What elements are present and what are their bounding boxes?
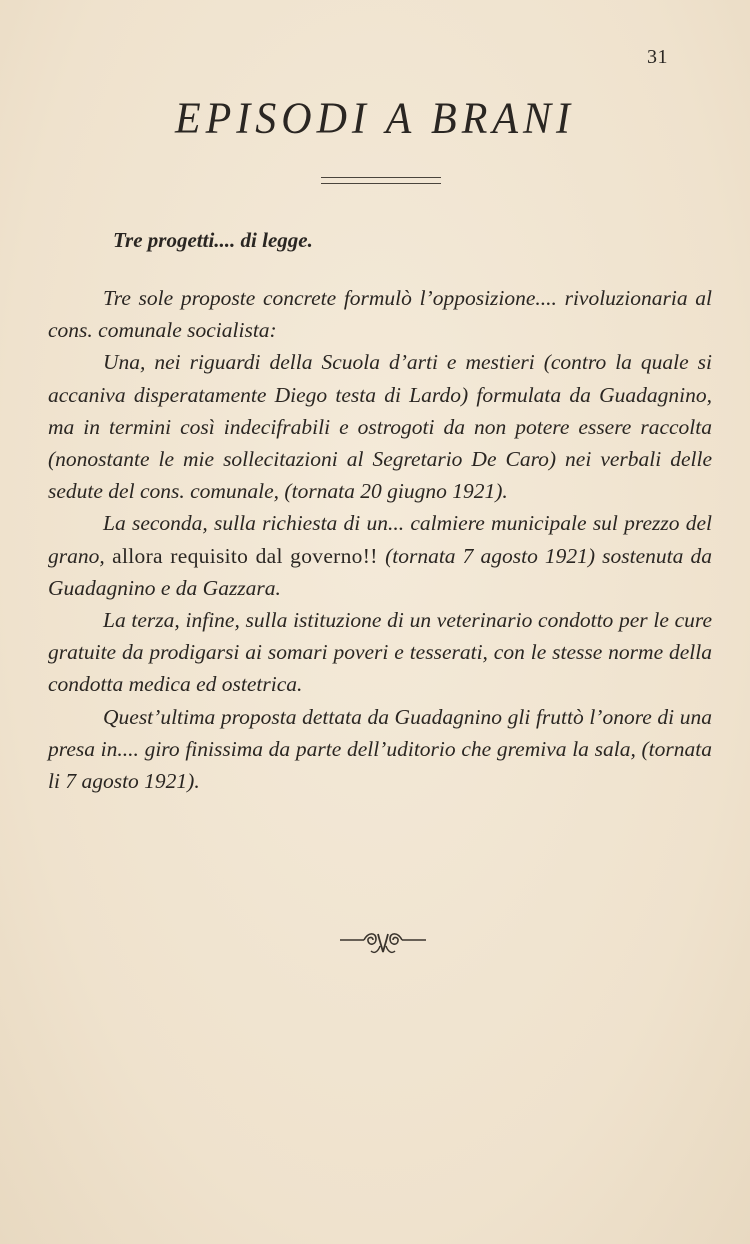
section-subtitle: Tre progetti.... di legge.	[113, 228, 313, 252]
paragraph-first-proposal: Una, nei riguardi della Scuola d’arti e mestieri (contro la quale si accaniva disperatamente Diego testa di Lardo) formulata da Guadagnino, ma in termini così indecifrabili e ostrogoti da non potere essere raccolta (nonostante le mie sollecitazioni al Segretario De Caro) nei verbali delle sedute del cons. comunale, (tornata 20 giugno 1921).	[48, 350, 712, 504]
page-number: 31	[647, 46, 668, 68]
second-proposal-part1: La seconda, sulla richiesta di un... calmiere municipale sul prezzo del grano,	[48, 511, 712, 568]
title-rule-top	[321, 177, 441, 178]
paragraph-third-proposal: La terza, infine, sulla istituzione di un veterinario condotto per le cure gratuite da prodigarsi ai somari poveri e tesserati, con le stesse norme della condotta medica ed ostetrica.	[48, 608, 712, 697]
ornament-flourish	[338, 928, 428, 958]
second-proposal-part2: allora requisito dal governo!!	[104, 543, 386, 568]
second-proposal-part3: (tornata 7 agosto 1921) sostenuta da Guadagnino e da Gazzara.	[48, 543, 712, 600]
paragraph-second-proposal	[48, 507, 712, 604]
paragraph-conclusion: Quest’ultima proposta dettata da Guadagnino gli fruttò l’onore di una presa in.... giro finissima da parte dell’uditorio che gremiva la sala, (tornata li 7 agosto 1921).	[48, 704, 712, 794]
title-rule-bottom	[321, 183, 441, 184]
paragraph-intro: Tre sole proposte concrete formulò l’opposizione.... rivoluzionaria al cons. comunale socialista:	[48, 286, 712, 343]
body-text	[48, 282, 712, 797]
chapter-title: EPISODI A BRANI	[174, 94, 576, 144]
